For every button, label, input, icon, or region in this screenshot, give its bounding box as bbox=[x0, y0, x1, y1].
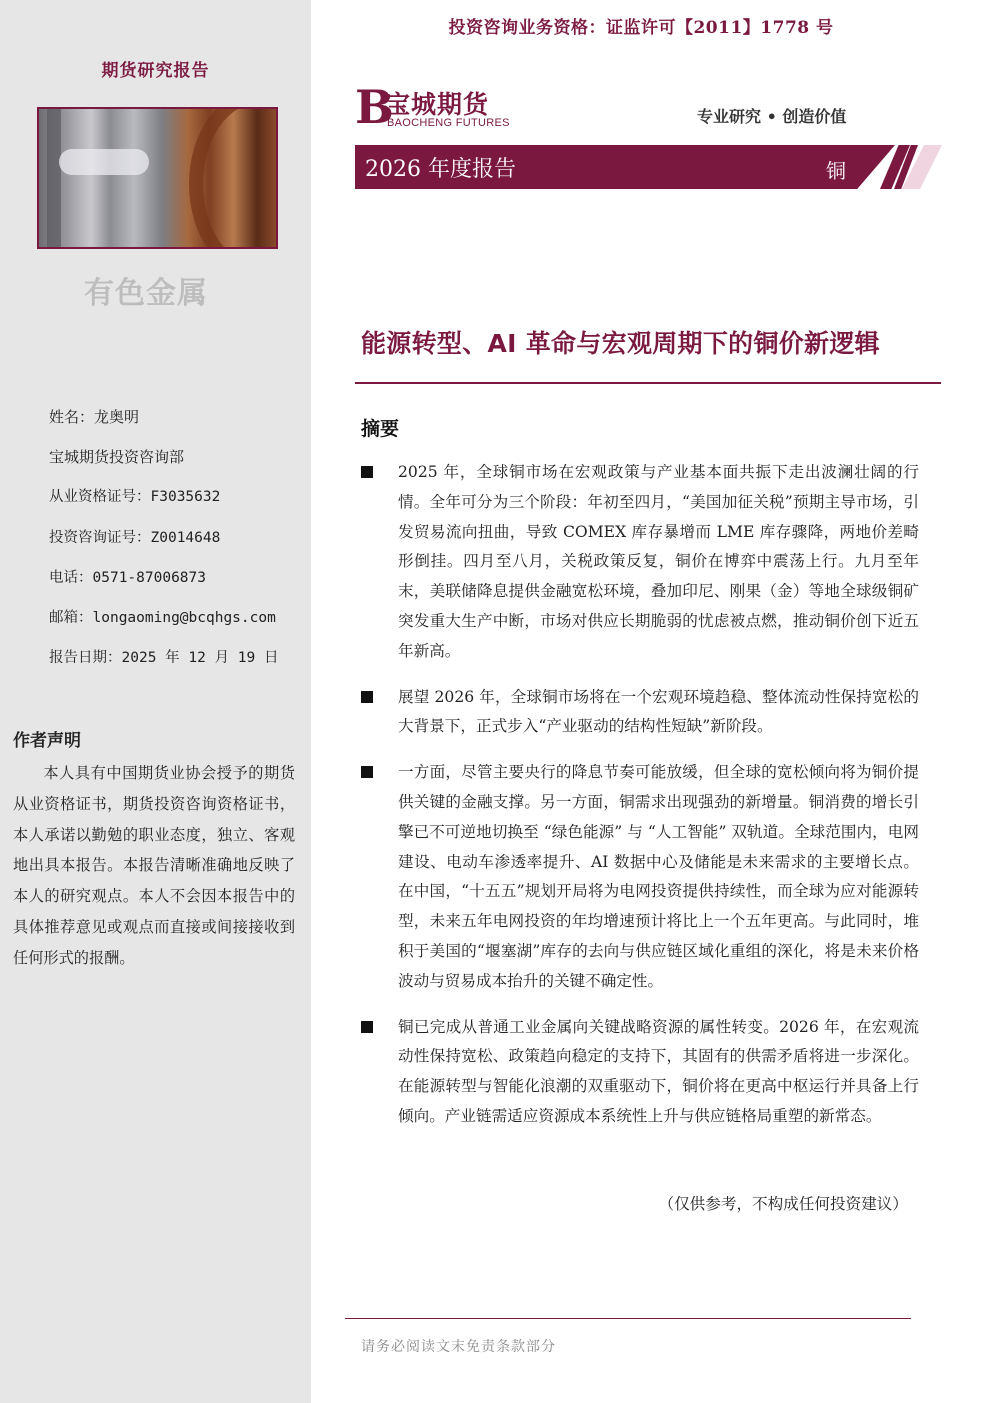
qualification-line: 投资咨询业务资格：证监许可【2011】1778 号 bbox=[448, 18, 834, 38]
logo-chinese-name: 宝城期货 bbox=[385, 90, 490, 119]
report-type-label: 期货研究报告 bbox=[101, 61, 210, 81]
banner-commodity: 铜 bbox=[826, 159, 846, 183]
footer-divider bbox=[345, 1318, 911, 1319]
abstract-heading: 摘要 bbox=[361, 418, 400, 440]
abstract-bullet bbox=[359, 683, 919, 743]
report-title: 能源转型、AI 革命与宏观周期下的铜价新逻辑 bbox=[361, 329, 880, 358]
abstract-bullet-text: 展望 2026 年，全球铜市场将在一个宏观环境趋稳、整体流动性保持宽松的大背景下，正式步入“产业驱动的结构性短缺”新阶段。 bbox=[398, 687, 919, 736]
investment-disclaimer: （仅供参考，不构成任何投资建议） bbox=[658, 1195, 908, 1213]
abstract-bullet bbox=[359, 758, 919, 996]
logo-mark-icon: B bbox=[355, 80, 394, 134]
abstract-bullet-text: 2025 年，全球铜市场在宏观政策与产业基本面共振下走出波澜壮阔的行情。全年可分为三个阶段：年初至四月，“美国加征关税”预期主导市场，引发贸易流向扭曲，导致 COMEX 库存暴增而 LME 库存骤降，两地价差畸形倒挂。四月至八月，关税政策反复，铜价在博弈中震荡上行。九月至年末，美联储降息提供金融宽松环境，叠加印尼、刚果（金）等地全球级铜矿突发重大生产中断，市场对供应长期脆弱的忧虑被点燃，推动铜价创下近五年新高。 bbox=[398, 463, 919, 660]
square-bullet-icon bbox=[361, 1021, 373, 1033]
author-department: 宝城期货投资咨询部 bbox=[49, 448, 185, 467]
author-name: 姓名：龙奥明 bbox=[49, 408, 140, 426]
author-contact-block bbox=[49, 405, 279, 686]
abstract-bullet bbox=[359, 1013, 919, 1132]
title-divider bbox=[355, 382, 941, 384]
category-label: 有色金属 bbox=[84, 276, 208, 311]
square-bullet-icon bbox=[361, 691, 373, 703]
abstract-bullet-text: 铜已完成从普通工业金属向关键战略资源的属性转变。2026 年，在宏观流动性保持宽松、政策趋向稳定的支持下，其固有的供需矛盾将进一步深化。在能源转型与智能化浪潮的双重驱动下，铜价将在更高中枢运行并具备上行倾向。产业链需适应资源成本系统性上升与供应链格局重塑的新常态。 bbox=[398, 1017, 919, 1125]
abstract-bullets bbox=[359, 458, 919, 1148]
slogan: 专业研究 • 创造价值 bbox=[697, 107, 847, 126]
square-bullet-icon bbox=[361, 466, 373, 478]
square-bullet-icon bbox=[361, 766, 373, 778]
left-sidebar bbox=[0, 0, 311, 1403]
declaration-body: 本人具有中国期货业协会授予的期货从业资格证书，期货投资咨询资格证书，本人承诺以勤勉的职业态度，独立、客观地出具本报告。本报告清晰准确地反映了本人的研究观点。本人不会因本报告中的具体推荐意见或观点而直接或间接接收到任何形式的报酬。 bbox=[13, 764, 295, 967]
author-consulting-number: 投资咨询证号：Z0014648 bbox=[49, 529, 221, 546]
company-logo bbox=[355, 80, 525, 134]
logo-english-name: BAOCHENG FUTURES bbox=[387, 117, 510, 129]
footer-note: 请务必阅读文末免责条款部分 bbox=[361, 1339, 556, 1355]
abstract-bullet bbox=[359, 458, 919, 667]
banner-title: 2026 年度报告 bbox=[365, 157, 516, 182]
author-email: 邮箱：longaoming@bcqhgs.com bbox=[49, 609, 276, 626]
report-date: 报告日期：2025 年 12 月 19 日 bbox=[49, 650, 279, 667]
author-phone: 电话：0571-87006873 bbox=[49, 569, 206, 586]
abstract-bullet-text: 一方面，尽管主要央行的降息节奏可能放缓，但全球的宽松倾向将为铜价提供关键的金融支撑。另一方面，铜需求出现强劲的新增量。铜消费的增长引擎已不可逆地切换至 “绿色能源” 与 “人工智能” 双轨道。全球范围内，电网建设、电动车渗透率提升、AI 数据中心及储能是未来需求的主要增长点。在中国，“十五五”规划开局将为电网投资提供持续性，而全球为应对能源转型，未来五年电网投资的年均增速预计将比上一个五年更高。与此同时，堆积于美国的“堰塞湖”库存的去向与供应链区域化重组的深化，将是未来价格波动与贸易成本抬升的关键不确定性。 bbox=[398, 763, 919, 990]
author-license-number: 从业资格证号：F3035632 bbox=[49, 489, 221, 506]
cover-photo bbox=[37, 107, 278, 249]
declaration-title: 作者声明 bbox=[13, 731, 81, 751]
